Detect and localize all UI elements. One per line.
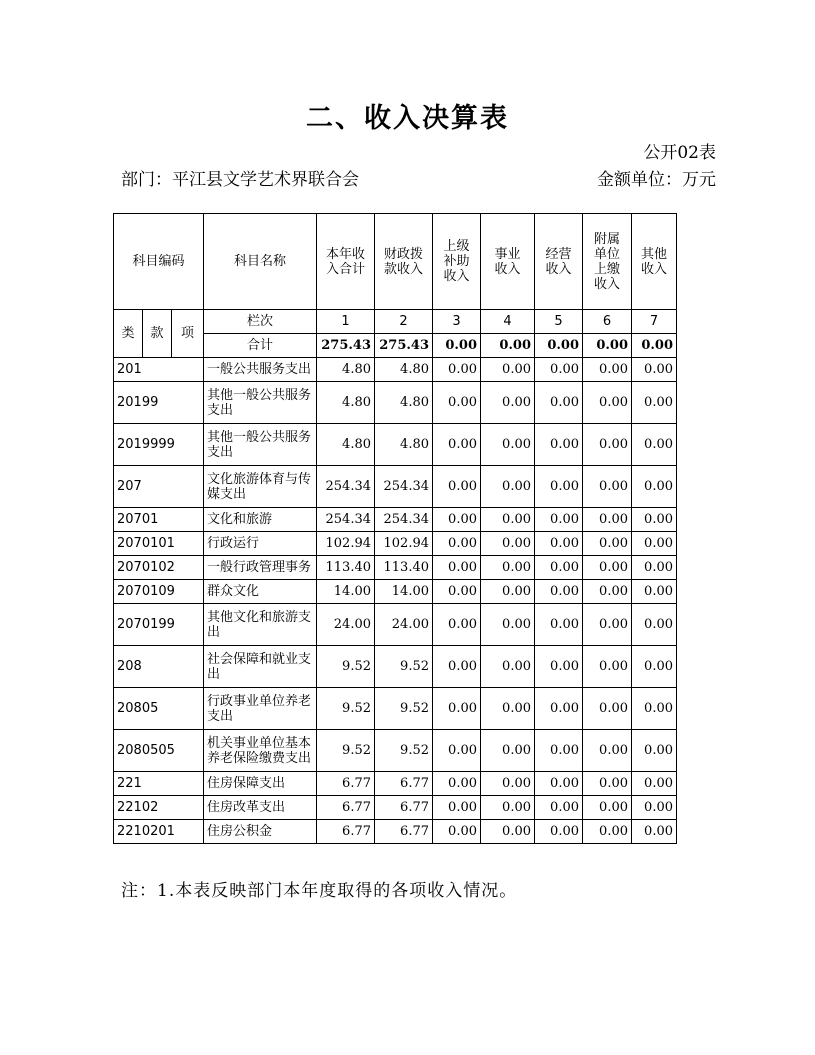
- row-name: 文化和旅游: [204, 508, 317, 532]
- lanci-row: [114, 310, 677, 334]
- row-name: 住房公积金: [204, 820, 317, 844]
- row-value-2: 6.77: [375, 772, 433, 796]
- total-value-6: 0.00: [583, 334, 632, 358]
- row-name: 行政事业单位养老支出: [204, 688, 317, 730]
- row-value-2: 4.80: [375, 424, 433, 466]
- row-value-5: 0.00: [535, 772, 583, 796]
- table-row: [114, 772, 677, 796]
- row-value-2: 14.00: [375, 580, 433, 604]
- row-value-7: 0.00: [632, 796, 677, 820]
- total-value-5: 0.00: [535, 334, 583, 358]
- header-lei: 类: [114, 310, 143, 358]
- table-row: [114, 556, 677, 580]
- table-row: [114, 532, 677, 556]
- header-col3: 上级 补助 收入: [433, 214, 481, 310]
- row-name: 社会保障和就业支出: [204, 646, 317, 688]
- row-value-4: 0.00: [481, 688, 535, 730]
- row-code: 2070102: [114, 556, 204, 580]
- row-value-2: 254.34: [375, 508, 433, 532]
- total-value-2: 275.43: [375, 334, 433, 358]
- row-value-6: 0.00: [583, 466, 632, 508]
- header-col5: 经营 收入: [535, 214, 583, 310]
- page-title: 二、收入决算表: [306, 103, 509, 134]
- header-col2: 财政拨 款收入: [375, 214, 433, 310]
- row-value-1: 9.52: [317, 688, 375, 730]
- table-row: [114, 466, 677, 508]
- row-value-4: 0.00: [481, 820, 535, 844]
- row-value-4: 0.00: [481, 358, 535, 382]
- row-value-3: 0.00: [433, 580, 481, 604]
- header-kuan: 款: [143, 310, 172, 358]
- row-value-1: 113.40: [317, 556, 375, 580]
- row-value-6: 0.00: [583, 646, 632, 688]
- header-col1: 本年收 入合计: [317, 214, 375, 310]
- row-value-1: 4.80: [317, 358, 375, 382]
- row-value-4: 0.00: [481, 382, 535, 424]
- row-value-3: 0.00: [433, 508, 481, 532]
- row-value-1: 24.00: [317, 604, 375, 646]
- row-value-3: 0.00: [433, 646, 481, 688]
- row-name: 其他文化和旅游支出: [204, 604, 317, 646]
- row-value-3: 0.00: [433, 604, 481, 646]
- row-value-4: 0.00: [481, 604, 535, 646]
- row-value-3: 0.00: [433, 556, 481, 580]
- table-row: [114, 358, 677, 382]
- row-value-2: 4.80: [375, 358, 433, 382]
- total-label: 合计: [204, 334, 317, 358]
- row-value-5: 0.00: [535, 604, 583, 646]
- row-value-7: 0.00: [632, 772, 677, 796]
- row-value-3: 0.00: [433, 796, 481, 820]
- row-value-5: 0.00: [535, 508, 583, 532]
- row-code: 20805: [114, 688, 204, 730]
- row-value-7: 0.00: [632, 532, 677, 556]
- table-row: [114, 604, 677, 646]
- header-row: [114, 214, 677, 310]
- row-value-5: 0.00: [535, 382, 583, 424]
- row-value-4: 0.00: [481, 730, 535, 772]
- row-value-7: 0.00: [632, 646, 677, 688]
- row-value-3: 0.00: [433, 532, 481, 556]
- col-num-7: 7: [632, 310, 677, 334]
- row-value-7: 0.00: [632, 424, 677, 466]
- row-value-2: 6.77: [375, 820, 433, 844]
- row-value-1: 4.80: [317, 382, 375, 424]
- row-value-6: 0.00: [583, 358, 632, 382]
- row-code: 2080505: [114, 730, 204, 772]
- row-code: 2019999: [114, 424, 204, 466]
- header-col7: 其他 收入: [632, 214, 677, 310]
- row-value-4: 0.00: [481, 772, 535, 796]
- row-name: 群众文化: [204, 580, 317, 604]
- row-value-3: 0.00: [433, 820, 481, 844]
- row-value-6: 0.00: [583, 730, 632, 772]
- total-value-4: 0.00: [481, 334, 535, 358]
- row-value-7: 0.00: [632, 580, 677, 604]
- row-value-2: 4.80: [375, 382, 433, 424]
- row-value-3: 0.00: [433, 772, 481, 796]
- row-value-5: 0.00: [535, 646, 583, 688]
- col-num-4: 4: [481, 310, 535, 334]
- row-value-6: 0.00: [583, 580, 632, 604]
- row-code: 2070109: [114, 580, 204, 604]
- row-value-5: 0.00: [535, 730, 583, 772]
- header-col4: 事业 收入: [481, 214, 535, 310]
- row-name: 住房改革支出: [204, 796, 317, 820]
- row-code: 2210201: [114, 820, 204, 844]
- row-value-6: 0.00: [583, 382, 632, 424]
- row-value-2: 254.34: [375, 466, 433, 508]
- row-name: 一般行政管理事务: [204, 556, 317, 580]
- form-number: 公开02表: [643, 143, 716, 163]
- row-name: 机关事业单位基本养老保险缴费支出: [204, 730, 317, 772]
- row-value-1: 254.34: [317, 466, 375, 508]
- row-value-5: 0.00: [535, 358, 583, 382]
- row-name: 其他一般公共服务支出: [204, 382, 317, 424]
- row-code: 201: [114, 358, 204, 382]
- row-value-1: 6.77: [317, 772, 375, 796]
- col-num-2: 2: [375, 310, 433, 334]
- row-value-5: 0.00: [535, 796, 583, 820]
- header-lanci: 栏次: [204, 310, 317, 334]
- row-value-5: 0.00: [535, 820, 583, 844]
- row-value-7: 0.00: [632, 466, 677, 508]
- row-value-3: 0.00: [433, 382, 481, 424]
- row-value-7: 0.00: [632, 730, 677, 772]
- row-value-5: 0.00: [535, 532, 583, 556]
- row-value-5: 0.00: [535, 424, 583, 466]
- row-value-7: 0.00: [632, 382, 677, 424]
- row-value-7: 0.00: [632, 358, 677, 382]
- header-code: 科目编码: [114, 214, 204, 310]
- row-value-3: 0.00: [433, 358, 481, 382]
- row-value-4: 0.00: [481, 508, 535, 532]
- row-value-4: 0.00: [481, 424, 535, 466]
- row-value-4: 0.00: [481, 466, 535, 508]
- row-name: 其他一般公共服务支出: [204, 424, 317, 466]
- row-value-3: 0.00: [433, 466, 481, 508]
- row-value-4: 0.00: [481, 796, 535, 820]
- row-value-6: 0.00: [583, 556, 632, 580]
- table-row: [114, 580, 677, 604]
- row-value-6: 0.00: [583, 424, 632, 466]
- table-row: [114, 820, 677, 844]
- table-row: [114, 796, 677, 820]
- row-value-3: 0.00: [433, 688, 481, 730]
- row-value-1: 254.34: [317, 508, 375, 532]
- row-value-6: 0.00: [583, 688, 632, 730]
- row-value-1: 9.52: [317, 646, 375, 688]
- row-value-6: 0.00: [583, 604, 632, 646]
- header-col6: 附属 单位 上缴 收入: [583, 214, 632, 310]
- table-row: [114, 730, 677, 772]
- row-value-1: 102.94: [317, 532, 375, 556]
- row-value-4: 0.00: [481, 646, 535, 688]
- row-value-6: 0.00: [583, 532, 632, 556]
- table-row: [114, 646, 677, 688]
- row-value-7: 0.00: [632, 688, 677, 730]
- table-row: [114, 382, 677, 424]
- row-value-1: 6.77: [317, 820, 375, 844]
- row-value-3: 0.00: [433, 730, 481, 772]
- row-value-2: 9.52: [375, 730, 433, 772]
- row-value-6: 0.00: [583, 820, 632, 844]
- row-value-1: 4.80: [317, 424, 375, 466]
- table-row: [114, 424, 677, 466]
- total-value-3: 0.00: [433, 334, 481, 358]
- row-value-5: 0.00: [535, 580, 583, 604]
- header-xiang: 项: [172, 310, 204, 358]
- row-value-2: 9.52: [375, 688, 433, 730]
- row-value-5: 0.00: [535, 556, 583, 580]
- income-table: [113, 213, 677, 844]
- amount-unit-label: 金额单位：万元: [597, 170, 716, 190]
- row-code: 20701: [114, 508, 204, 532]
- row-value-6: 0.00: [583, 508, 632, 532]
- row-name: 文化旅游体育与传媒支出: [204, 466, 317, 508]
- row-code: 2070199: [114, 604, 204, 646]
- row-value-2: 9.52: [375, 646, 433, 688]
- row-name: 住房保障支出: [204, 772, 317, 796]
- col-num-1: 1: [317, 310, 375, 334]
- row-value-1: 14.00: [317, 580, 375, 604]
- total-value-7: 0.00: [632, 334, 677, 358]
- col-num-5: 5: [535, 310, 583, 334]
- row-value-1: 9.52: [317, 730, 375, 772]
- col-num-3: 3: [433, 310, 481, 334]
- row-value-2: 102.94: [375, 532, 433, 556]
- row-value-3: 0.00: [433, 424, 481, 466]
- row-code: 207: [114, 466, 204, 508]
- row-code: 2070101: [114, 532, 204, 556]
- row-code: 22102: [114, 796, 204, 820]
- row-value-5: 0.00: [535, 466, 583, 508]
- department-label: 部门：平江县文学艺术界联合会: [121, 170, 359, 190]
- row-value-6: 0.00: [583, 796, 632, 820]
- row-value-7: 0.00: [632, 820, 677, 844]
- row-code: 20199: [114, 382, 204, 424]
- row-value-7: 0.00: [632, 556, 677, 580]
- footnote: 注：1.本表反映部门本年度取得的各项收入情况。: [121, 881, 518, 901]
- row-value-4: 0.00: [481, 532, 535, 556]
- row-name: 行政运行: [204, 532, 317, 556]
- row-value-2: 24.00: [375, 604, 433, 646]
- header-name: 科目名称: [204, 214, 317, 310]
- table-row: [114, 508, 677, 532]
- row-code: 221: [114, 772, 204, 796]
- row-value-2: 113.40: [375, 556, 433, 580]
- row-value-7: 0.00: [632, 508, 677, 532]
- col-num-6: 6: [583, 310, 632, 334]
- row-code: 208: [114, 646, 204, 688]
- row-value-7: 0.00: [632, 604, 677, 646]
- row-value-5: 0.00: [535, 688, 583, 730]
- row-value-2: 6.77: [375, 796, 433, 820]
- row-value-6: 0.00: [583, 772, 632, 796]
- row-name: 一般公共服务支出: [204, 358, 317, 382]
- row-value-4: 0.00: [481, 556, 535, 580]
- row-value-4: 0.00: [481, 580, 535, 604]
- total-value-1: 275.43: [317, 334, 375, 358]
- row-value-1: 6.77: [317, 796, 375, 820]
- table-row: [114, 688, 677, 730]
